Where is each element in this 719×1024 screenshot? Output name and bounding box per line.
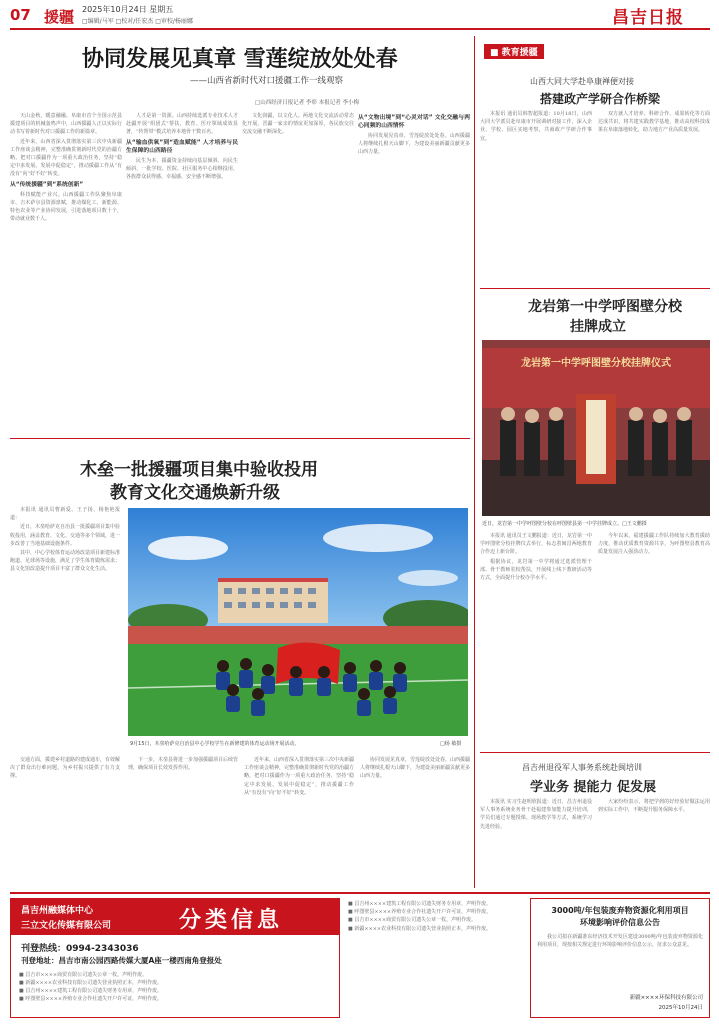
eia-title-1: 3000吨/年包装废弃物资源化利用项目 [551, 906, 689, 915]
middle-bottom-col-1 [10, 756, 120, 886]
classified-notice: ■ 新疆××××农业科技有限公司遗失营业执照正本，声明作废。 [348, 925, 492, 932]
eia-notice-box [530, 898, 710, 1018]
editor-credits: □编辑/马军 □校对/任宏杰 □审校/杨丽娜 [82, 18, 193, 25]
right-mid-headline-2: 挂牌成立 [570, 319, 626, 335]
right-divider [480, 288, 710, 289]
eia-company: 新疆××××环保科技有限公司 [629, 995, 703, 1001]
middle-paragraph: 协同发展见真章，雪莲绽放处处春。山西援疆人将继续扎根天山脚下，为建设美丽新疆贡献更多山西力量。 [360, 757, 470, 780]
classified-notice: ■ 昌吉市××××商贸有限公司遗失公章一枚，声明作废。 [348, 917, 477, 924]
right-bottom-column-1 [480, 798, 592, 886]
classified-notice: ■ 昌吉市××××商贸有限公司遗失公章一枚，声明作废。 [19, 972, 148, 978]
story-divider [10, 438, 470, 439]
lead-column-3 [242, 112, 354, 434]
classifieds-box [10, 898, 340, 1018]
publisher-line-2: 三立文化传媒有限公司 [21, 921, 112, 931]
lead-paragraph: 协同发展见真章，雪莲绽放处处春。山西援疆人将继续扎根天山脚下，为建设美丽新疆贡献更多山西力量。 [358, 133, 470, 156]
column-divider [474, 36, 475, 888]
middle-headline-2: 教育文化交通焕新升级 [110, 483, 280, 503]
ceremony-caption: 近日，龙岩第一中学呼图壁分校在呼图壁县第一中学挂牌成立。□王文鹏摄 [482, 521, 647, 527]
section-title: 援疆 [44, 8, 75, 26]
middle-bottom-col-2 [128, 756, 238, 886]
eia-notice-text: 我公司拟在新疆准东经济技术开发区建设3000吨/年包装废弃物资源化利用项目，现按相关规定进行环境影响评价信息公示，征求公众意见。 [537, 934, 703, 949]
photo-credit: □杨 敏摄 [440, 741, 462, 747]
right-divider-2 [480, 752, 710, 753]
lead-paragraph: 人才是第一资源。山西持续选派专业技术人才赴疆开展“组团式”帮扶，教育、医疗领域成效显著，“传帮带”模式培养本地骨干数百名。 [126, 113, 238, 136]
middle-byline: 本报讯 通讯员曹新爱、王子扬、杨艳艳报道： [10, 507, 120, 522]
page-number: 07 [10, 6, 31, 24]
right-bottom-headline: 学业务 提能力 促发展 [530, 780, 657, 795]
right-bottom-paragraph: 本报讯 实习生赵明欣报道：近日，昌吉州退役军人事务系统业务骨干赴福建参加能力提升培训，学员们通过专题授课、现场教学等方式，系统学习先进经验。 [480, 799, 592, 830]
middle-column-left [10, 506, 120, 754]
ceremony-banner: 龙岩第一中学呼图壁分校挂牌仪式 [521, 358, 671, 369]
right-top-paragraph: 本报讯 通讯员韩智超报道：10月18日，山西大同大学派员赴阜康市开展调研对接工作，深入企业、学校、园区实地考察，共商政产学研合作事宜。 [480, 111, 592, 142]
right-top-kicker: 山西大同大学赴阜康禅便对接 [530, 77, 634, 86]
classified-notice: ■ 新疆××××农业科技有限公司遗失营业执照正本，声明作废。 [19, 980, 163, 986]
right-mid-headline-1: 龙岩第一中学呼图壁分校 [528, 299, 682, 315]
right-mid-column-1 [480, 532, 592, 746]
middle-paragraph: 近年来，山西省深入贯彻落实第三次中央新疆工作座谈会精神，完整准确贯彻新时代党的治疆方略，把对口援疆作为一项重大政治任务，坚持“稳定中求发展、发展中促稳定”，推动援疆工作从“有没有”向“好不好”转变。 [244, 757, 354, 796]
classified-notice: ■ 昌吉州××××建筑工程有限公司遗失财务专用章，声明作废。 [19, 988, 163, 994]
footer-rule [10, 892, 710, 894]
ceremony-photo [482, 340, 710, 516]
eia-date: 2025年10月24日 [658, 1005, 703, 1011]
middle-paragraph: 交通方面，援建乡村道路的建成通车，有效解决了群众出行难问题，为乡村振兴提供了有力支撑。 [10, 757, 120, 780]
school-photo-illustration [128, 508, 468, 736]
lead-paragraph: 文化润疆，以文化人。两地文化交流活动常态化开展，晋疆一家亲的情谊更加深厚，各民族交往交流交融不断深化。 [242, 113, 354, 136]
middle-paragraph: 下一步，木垒县将进一步加强援疆项目后续管理，确保项目长效发挥作用。 [128, 757, 238, 772]
right-bottom-paragraph: 大家纷纷表示，将把学到的好经验好做法运用到实际工作中，不断提升服务保障水平。 [598, 799, 710, 814]
classifieds-overflow [348, 900, 524, 1016]
publisher-line-1: 昌吉州融媒体中心 [21, 906, 94, 916]
middle-paragraph: 其中，中心学校体育运动场改造项目新建标准跑道、足球场等设施，满足了学生体育锻炼需求；县文化馆改造提升项目丰富了群众文化生活。 [10, 550, 120, 573]
school-photo [128, 508, 468, 736]
right-bottom-kicker: 昌吉州退役军人事务系统赴闽培训 [522, 763, 642, 772]
right-mid-paragraph: 根据协议，龙岩第一中学将通过选派管理干部、骨干教师驻校帮扶，开展线上线下教研活动等方式，全面提升分校办学水平。 [480, 558, 592, 582]
classifieds-notices [19, 971, 333, 1015]
classifieds-phone-row [21, 941, 139, 954]
lead-subhead: 从“输血供氧”到“造血赋能” 人才培养与民生保障的山西路径 [126, 139, 238, 154]
lead-paragraph: 近年来，山西省深入贯彻落实第三次中央新疆工作座谈会精神，完整准确贯彻新时代党的治疆方略，把对口援疆作为一项重大政治任务，坚持“稳定中求发展、发展中促稳定”，推动援疆工作从“有没有”向“好不好”转变。 [10, 138, 122, 178]
right-mid-column-2 [598, 532, 710, 746]
lead-column-1 [10, 112, 122, 434]
right-top-column-1 [480, 110, 592, 280]
newspaper-logo: 昌吉日报 [612, 8, 684, 28]
right-bottom-column-2 [598, 798, 710, 886]
lead-subtitle: ——山西省新时代对口援疆工作一线观察 [190, 76, 344, 86]
photo-caption: 9月15日，木垒哈萨克自治县中心学校学生在新修建的体育运动场开展活动。 [130, 741, 300, 747]
classifieds-address: 刊登地址：昌吉市南公园西路传媒大厦A座一楼西南角登报处 [21, 956, 222, 965]
lead-paragraph: 科技赋能产业兴。山西援疆工作队聚焦阜康市、吉木萨尔县资源禀赋，推动煤化工、新能源、特色农业等产业协同发展，引进落地项目数十个，带动就业数千人。 [10, 191, 122, 223]
header-rule [10, 28, 710, 30]
phone-number: 0994-2343036 [66, 944, 139, 954]
lead-headline: 协同发展见真章 雪莲绽放处处春 [82, 46, 398, 72]
middle-bottom-col-3 [244, 756, 354, 886]
lead-byline: □山西经济日报记者 李彰 本报记者 李小梅 [255, 100, 359, 106]
right-top-paragraph: 双方就人才培养、科研合作、成果转化等方面达成共识，将共建实践教学基地，推动高校科技成果在阜康落地转化，助力地方产业高质量发展。 [598, 111, 710, 134]
lead-paragraph: 天山金秋，暖意融融。阜康市首个全国示范县援建项目的机械轰鸣声中，山西援疆人正以实际行动书写着新时代对口援疆工作的新篇章。 [10, 113, 122, 136]
middle-headline-1: 木垒一批援疆项目集中验收投用 [80, 460, 318, 480]
classified-notice: ■ 呼图壁县××××养殖专业合作社遗失开户许可证，声明作废。 [19, 996, 163, 1002]
right-mid-paragraph: 今年以来，福建援疆工作队持续加大教育援助力度，推动优质教育资源共享，为呼图壁县教育高质量发展注入强劲动力。 [598, 533, 710, 556]
lead-column-2 [126, 112, 238, 434]
education-aid-tag: ■ 教育援疆 [484, 44, 544, 59]
classifieds-banner [11, 899, 339, 935]
middle-paragraph: 近日，木垒哈萨克自治县一批援疆项目集中验收投用，涵盖教育、文化、交通等多个领域，进一步改善了当地基础设施条件。 [10, 524, 120, 547]
classifieds-title: 分类信息 [179, 908, 284, 933]
right-mid-paragraph: 本报讯 通讯员王文鹏报道：近日，龙岩第一中学呼图壁分校挂牌仪式举行，标志着闽昌两地教育合作迈上新台阶。 [480, 533, 592, 556]
lead-column-4 [358, 112, 470, 434]
lead-subhead: 从“传统援疆”到“系统创新” [10, 181, 84, 188]
phone-label: 刊登热线： [21, 944, 67, 954]
classified-notice: ■ 昌吉州××××建筑工程有限公司遗失财务专用章，声明作废。 [348, 901, 492, 907]
right-top-column-2 [598, 110, 710, 280]
middle-bottom-col-4 [360, 756, 470, 886]
eia-title-2: 环境影响评价信息公告 [580, 918, 660, 927]
lead-subhead: 从“文物出境”到“心灵对话” 文化交融与两心同频的山西情怀 [358, 115, 470, 129]
lead-paragraph: 民生为本，援疆资金持续向基层倾斜、向民生倾斜，一批学校、医院、社区服务中心相继投用，各族群众获得感、幸福感、安全感不断增强。 [126, 157, 238, 181]
classified-notice: ■ 呼图壁县××××养殖专业合作社遗失开户许可证，声明作废。 [348, 909, 492, 916]
right-top-headline: 搭建政产学研合作桥梁 [540, 92, 661, 106]
issue-date: 2025年10月24日 星期五 [82, 5, 174, 14]
